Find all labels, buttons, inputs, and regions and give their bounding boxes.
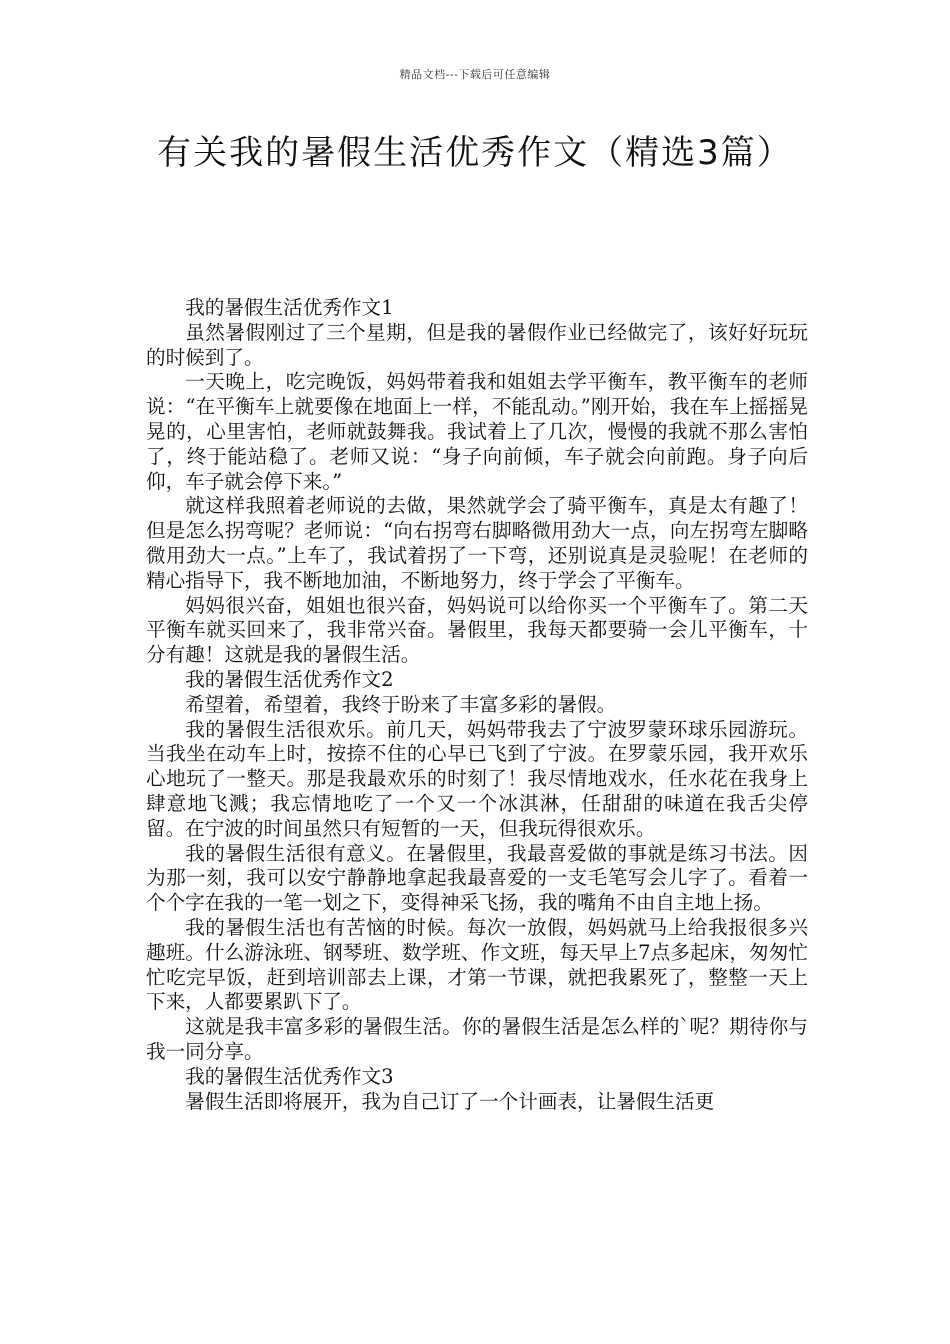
- paragraph: 就这样我照着老师说的去做，果然就学会了骑平衡车，真是太有趣了！但是怎么拐弯呢？老师说：“向右拐弯右脚略微用劲大一点，向左拐弯左脚略微用劲大一点。”上车了，我试着拐了一下弯，还别说真是灵验呢！在老师的精心指导下，我不断地加油，不断地努力，终于学会了平衡车。: [146, 494, 808, 592]
- essay-heading-3: 我的暑假生活优秀作文3: [185, 1064, 394, 1088]
- page-header-note: 精品文档---下载后可任意编辑: [399, 68, 551, 81]
- essay-heading-1: 我的暑假生活优秀作文1: [185, 296, 394, 319]
- paragraph: 一天晚上，吃完晚饭，妈妈带着我和姐姐去学平衡车，教平衡车的老师说：“在平衡车上就要像在地面上一样，不能乱动。”刚开始，我在车上摇摇晃晃的，心里害怕，老师就鼓舞我。我试着上了几次，慢慢的我就不那么害怕了，终于能站稳了。老师又说：“身子向前倾，车子就会向前跑。身子向后仰，车子就会停下来。”: [146, 370, 808, 493]
- paragraph: 暑假生活即将展开，我为自己订了一个计画表，让暑假生活更: [185, 1089, 715, 1113]
- paragraph: 这就是我丰富多彩的暑假生活。你的暑假生活是怎么样的`呢？期待你与我一同分享。: [146, 1015, 808, 1063]
- document-body: [146, 296, 808, 1114]
- document-title: 有关我的暑假生活优秀作文（精选3篇）: [157, 133, 793, 173]
- paragraph: 我的暑假生活很有意义。在暑假里，我最喜爱做的事就是练习书法。因为那一刻，我可以安宁静静地拿起我最喜爱的一支毛笔写会儿字了。看着一个个字在我的一笔一划之下，变得神采飞扬，我的嘴角不由自主地上扬。: [146, 841, 808, 915]
- paragraph: 我的暑假生活很欢乐。前几天，妈妈带我去了宁波罗蒙环球乐园游玩。当我坐在动车上时，按捺不住的心早已飞到了宁波。在罗蒙乐园，我开欢乐心地玩了一整天。那是我最欢乐的时刻了！我尽情地戏水，任水花在我身上肆意地飞溅；我忘情地吃了一个又一个冰淇淋，任甜甜的味道在我舌尖停留。在宁波的时间虽然只有短暂的一天，但我玩得很欢乐。: [146, 717, 808, 840]
- paragraph: 我的暑假生活也有苦恼的时候。每次一放假，妈妈就马上给我报很多兴趣班。什么游泳班、钢琴班、数学班、作文班，每天早上7点多起床，匆匆忙忙吃完早饭，赶到培训部去上课，才第一节课，就把我累死了，整整一天上下来，人都要累趴下了。: [146, 915, 808, 1014]
- paragraph: 希望着，希望着，我终于盼来了丰富多彩的暑假。: [185, 692, 617, 716]
- paragraph: 妈妈很兴奋，姐姐也很兴奋，妈妈说可以给你买一个平衡车了。第二天平衡车就买回来了，我非常兴奋。暑假里，我每天都要骑一会儿平衡车，十分有趣！这就是我的暑假生活。: [146, 593, 808, 667]
- paragraph: 虽然暑假刚过了三个星期，但是我的暑假作业已经做完了，该好好玩玩的时候到了。: [146, 320, 808, 369]
- essay-heading-2: 我的暑假生活优秀作文2: [185, 667, 394, 691]
